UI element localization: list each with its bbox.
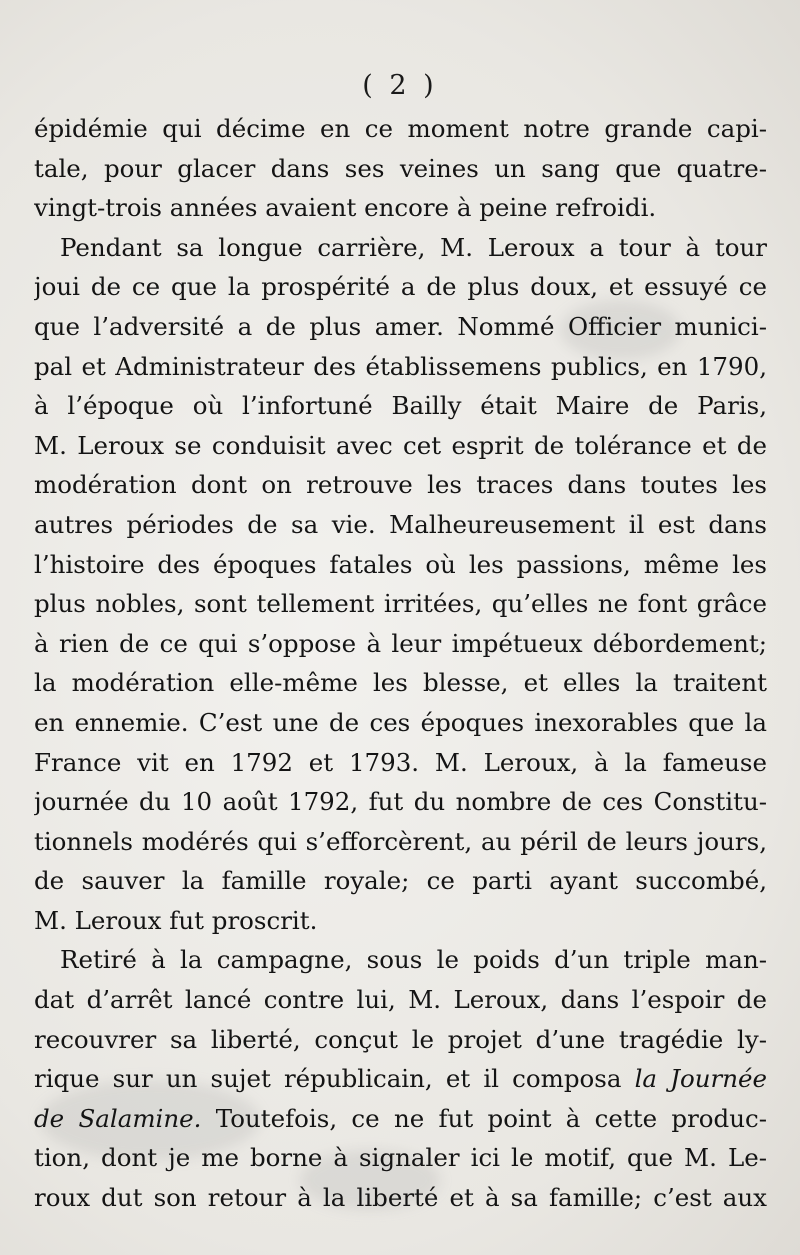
text-line: France vit en 1792 et 1793. M. Leroux, à la fameuse xyxy=(34,747,767,777)
text-run: rique sur un sujet républicain, et il composa xyxy=(34,1064,622,1094)
text-line: la modération elle-même les blesse, et elles la traitent xyxy=(34,668,767,698)
text-line: plus nobles, sont tellement irritées, qu’elles ne font grâce xyxy=(34,589,767,619)
text-line: journée du 10 août 1792, fut du nombre de ces Constitu- xyxy=(34,787,767,817)
text-line: vingt-trois années avaient encore à peine refroidi. xyxy=(34,193,657,223)
text-line: épidémie qui décime en ce moment notre grande capi- xyxy=(34,114,767,143)
text-line: tionnels modérés qui s’efforcèrent, au péril de leurs jours, xyxy=(34,826,767,856)
text-line: Pendant sa longue carrière, M. Leroux a tour à tour xyxy=(60,232,767,262)
text-line: en ennemie. C’est une de ces époques inexorables que la xyxy=(34,707,767,737)
text-line: de sauver la famille royale; ce parti ayant succombé, xyxy=(34,866,767,896)
text-line xyxy=(34,1099,767,1139)
body-text xyxy=(34,109,767,1218)
text-line: modération dont on retrouve les traces dans toutes les xyxy=(34,470,767,500)
text-line: Retiré à la campagne, sous le poids d’un triple man- xyxy=(60,945,767,975)
title-italic: la Journée xyxy=(634,1064,767,1094)
text-line xyxy=(34,1059,767,1099)
text-run: Toutefois, ce ne fut point à cette produc- xyxy=(215,1103,767,1133)
text-line: joui de ce que la prospérité a de plus doux, et essuyé ce xyxy=(34,272,767,302)
text-line: recouvrer sa liberté, conçut le projet d’une tragédie ly- xyxy=(34,1024,767,1054)
text-line: tale, pour glacer dans ses veines un sang que quatre- xyxy=(34,153,767,183)
text-line: à l’époque où l’infortuné Bailly était Maire de Paris, xyxy=(34,391,767,421)
text-line: M. Leroux fut proscrit. xyxy=(34,905,318,935)
text-line: M. Leroux se conduisit avec cet esprit de tolérance et de xyxy=(34,430,767,460)
text-line: l’histoire des époques fatales où les passions, même les xyxy=(34,549,767,579)
text-line: autres périodes de sa vie. Malheureusement il est dans xyxy=(34,509,767,539)
text-line: à rien de ce qui s’oppose à leur impétueux débordement; xyxy=(34,628,767,658)
text-line: tion, dont je me borne à signaler ici le motif, que M. Le- xyxy=(34,1143,767,1173)
text-line: pal et Administrateur des établissemens publics, en 1790, xyxy=(34,351,767,381)
text-line: roux dut son retour à la liberté et à sa famille; c’est aux xyxy=(34,1183,767,1213)
text-line: que l’adversité a de plus amer. Nommé Officier munici- xyxy=(34,311,767,341)
page-number: ( 2 ) xyxy=(362,70,438,101)
text-line: dat d’arrêt lancé contre lui, M. Leroux, dans l’espoir de xyxy=(34,985,767,1015)
title-italic: de Salamine. xyxy=(34,1103,202,1133)
